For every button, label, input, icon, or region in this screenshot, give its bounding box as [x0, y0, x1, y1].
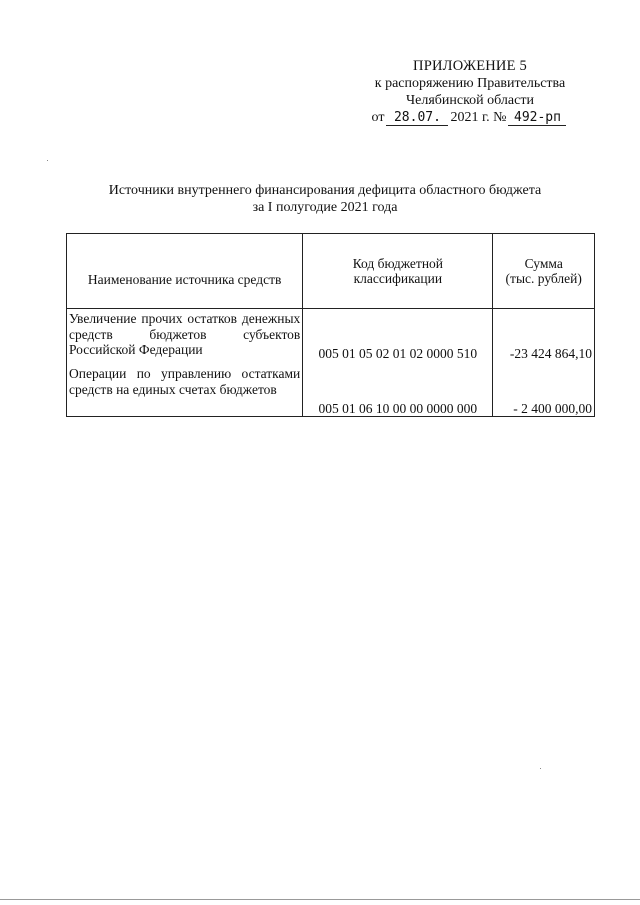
table-row	[67, 364, 595, 417]
order-number: 492-рп	[508, 111, 566, 126]
row-name: Увеличение прочих остатков денежных средств бюджетов субъектов Российской Федерации	[67, 309, 303, 365]
appendix-line-2: Челябинской области	[406, 93, 534, 108]
row-sum: - 2 400 000,00	[493, 364, 595, 417]
header-sum-line-2: (тыс. рублей)	[505, 271, 582, 286]
scan-speck	[47, 160, 48, 161]
header-code-line-2: классификации	[353, 271, 443, 286]
header-code	[303, 234, 493, 309]
header-sum-line-1: Сумма	[524, 255, 563, 271]
year-text: 2021 г. №	[450, 110, 507, 125]
financing-table	[66, 233, 595, 417]
document-title	[60, 182, 590, 216]
date-prefix: от	[371, 110, 385, 125]
row-code: 005 01 05 02 01 02 0000 510	[303, 309, 493, 365]
row-sum: -23 424 864,10	[493, 309, 595, 365]
table-row	[67, 309, 595, 365]
table-header-row	[67, 234, 595, 309]
appendix-date-row	[340, 109, 600, 126]
title-line-1: Источники внутреннего финансирования дефицита областного бюджета	[108, 183, 542, 198]
scan-speck	[540, 768, 541, 769]
header-name	[67, 234, 303, 309]
appendix-header	[340, 58, 600, 126]
header-name-text: Наименование источника средств	[87, 272, 282, 288]
scan-edge-line	[0, 899, 640, 900]
appendix-title: ПРИЛОЖЕНИЕ 5	[413, 58, 527, 74]
row-name: Операции по управлению остатками средств на единых счетах бюджетов	[67, 364, 303, 417]
title-line-2: за I полугодие 2021 года	[252, 200, 398, 215]
date-value: 28.07.	[386, 111, 448, 126]
header-code-line-1: Код бюджетной	[352, 255, 444, 271]
row-code: 005 01 06 10 00 00 0000 000	[303, 364, 493, 417]
appendix-line-1: к распоряжению Правительства	[374, 76, 566, 91]
header-sum	[493, 234, 595, 309]
